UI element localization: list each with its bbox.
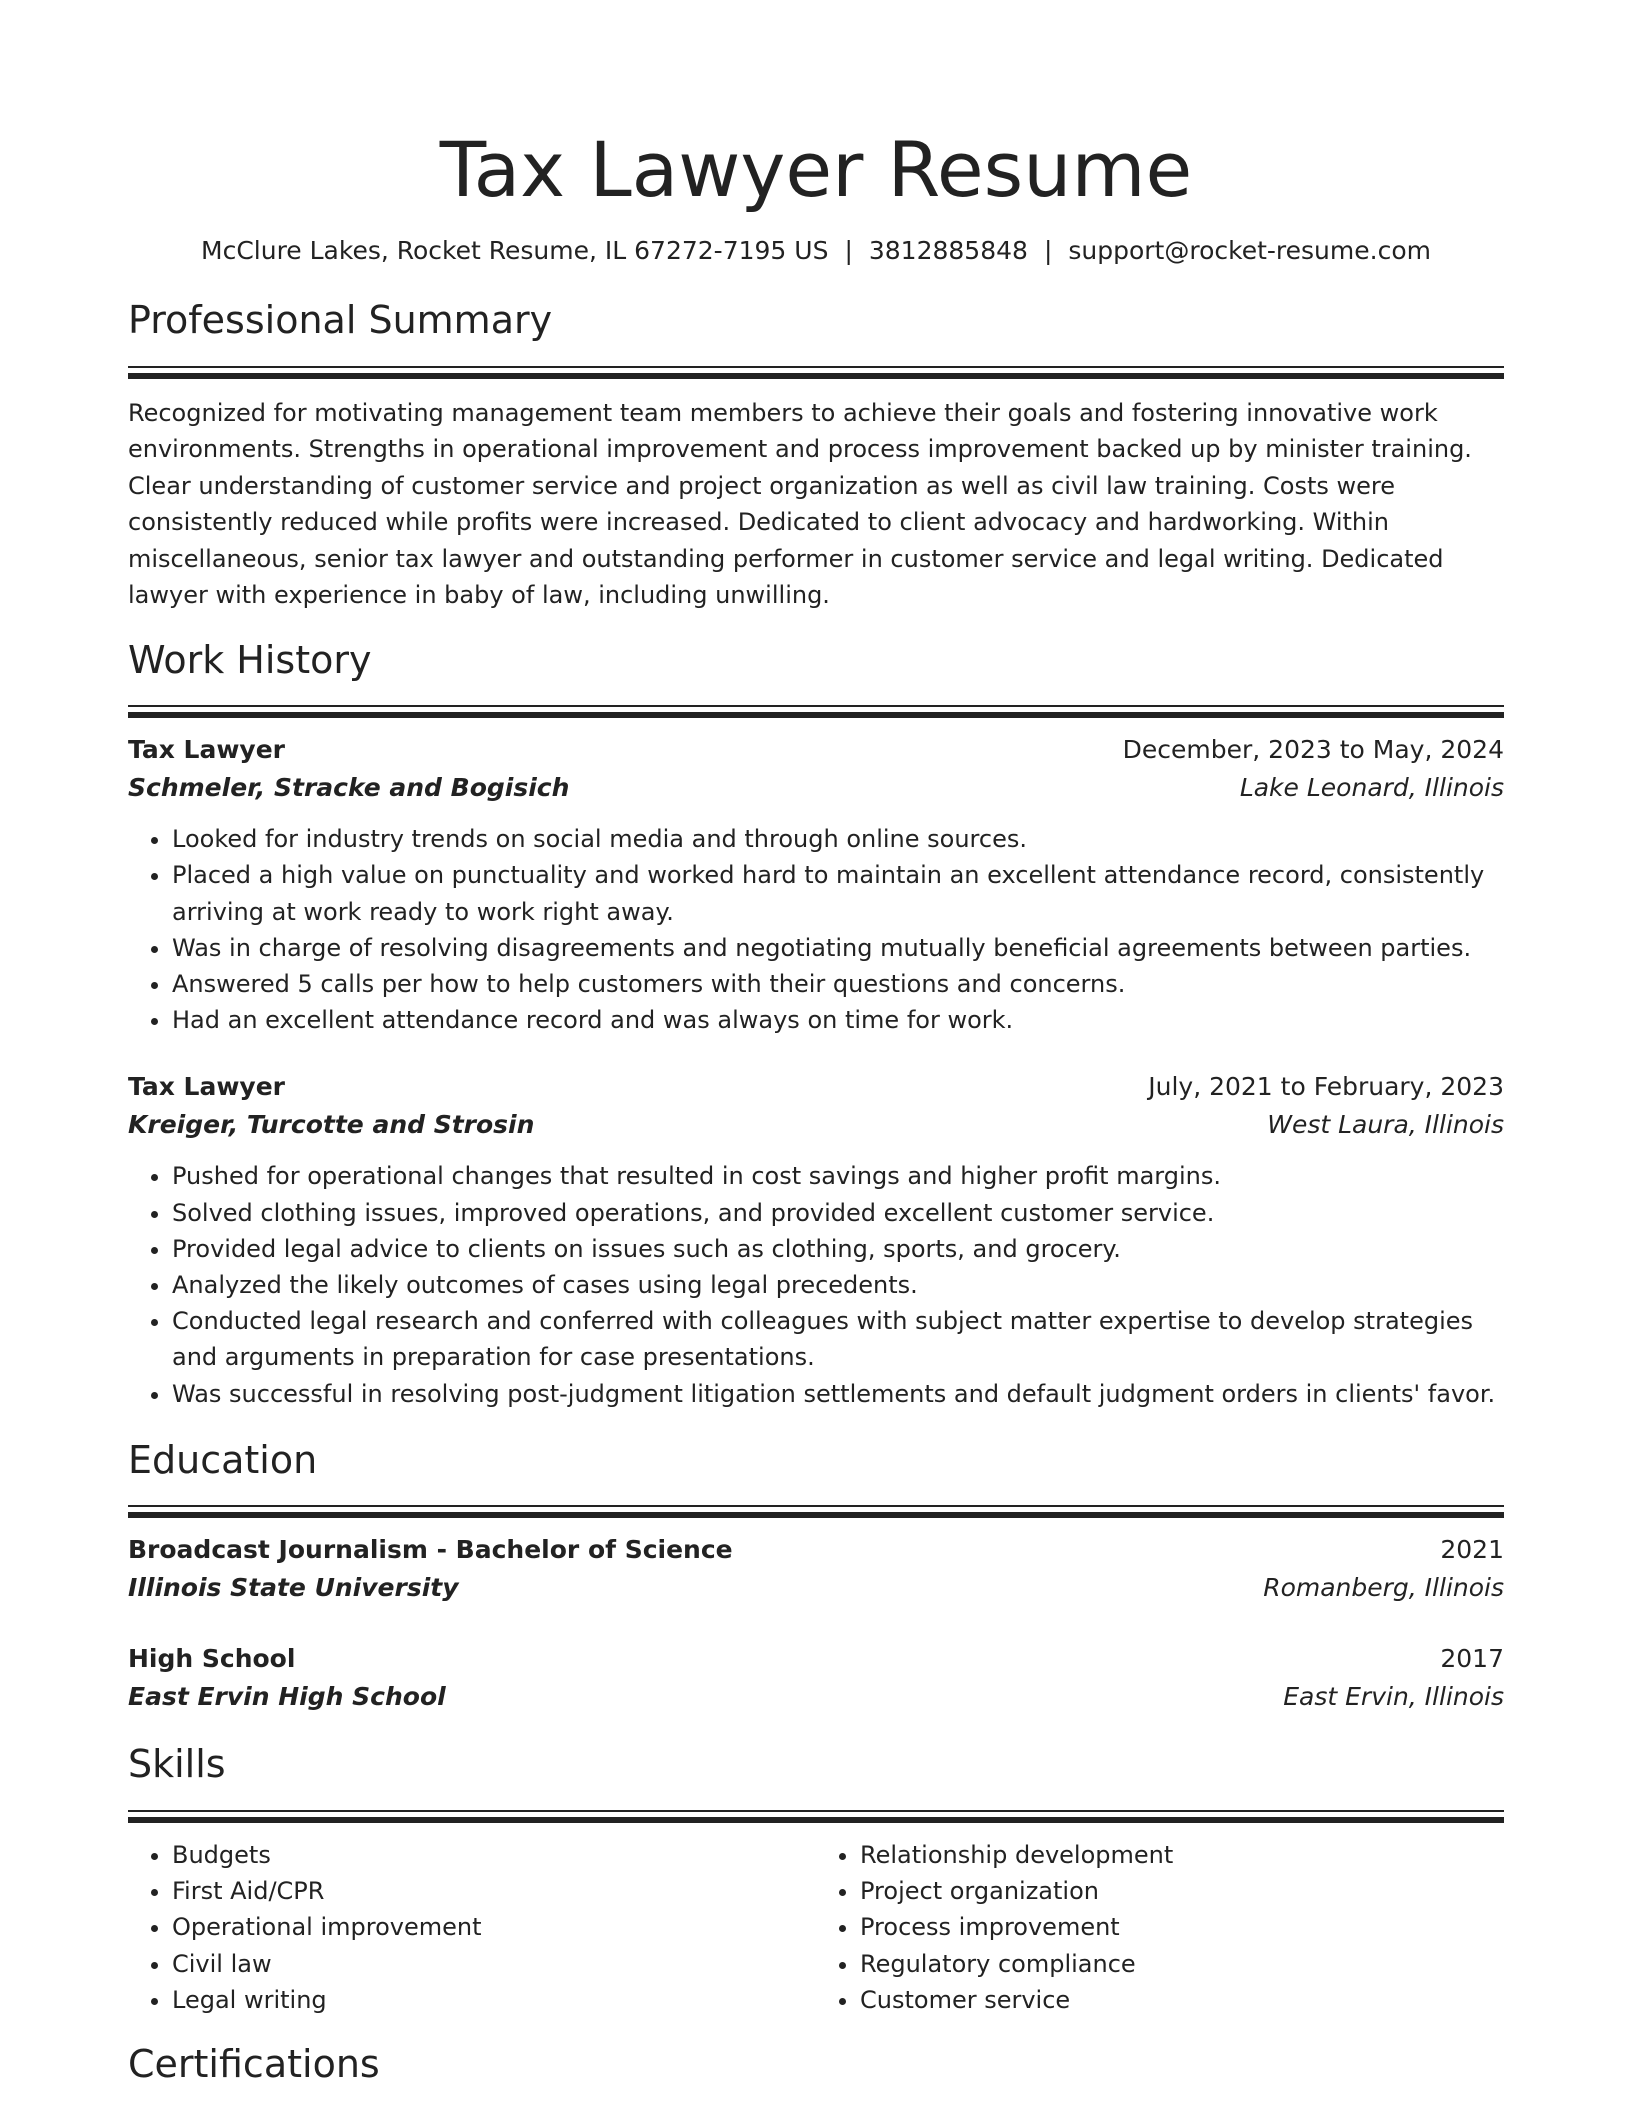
education-subheader [128, 1678, 1504, 1716]
education-header [128, 1640, 1504, 1678]
education-header [128, 1531, 1504, 1569]
skills-section [128, 1742, 1504, 2018]
contact-email: support@rocket-resume.com [1068, 236, 1431, 265]
job-entry [128, 1068, 1504, 1411]
skill-item: • Civil law [172, 1946, 816, 1982]
education-entry [128, 1531, 1504, 1607]
education-location: Romanberg, Illinois [1263, 1573, 1504, 1603]
skill-item: • Regulatory compliance [860, 1946, 1504, 1982]
skill-item: • Operational improvement [172, 1909, 816, 1945]
list-item: • Was in charge of resolving disagreements and negotiating mutually beneficial agreements between parties. [172, 930, 1504, 966]
summary-section [128, 298, 1504, 614]
section-heading-work: Work History [128, 637, 372, 682]
education-year: 2021 [1440, 1535, 1504, 1565]
section-divider [128, 1505, 1504, 1518]
education-degree: High School [128, 1644, 296, 1674]
list-item: • Had an excellent attendance record and was always on time for work. [172, 1002, 1504, 1038]
resume-title: Tax Lawyer Resume [439, 125, 1193, 214]
job-entry [128, 731, 1504, 1038]
job-company: Schmeler, Stracke and Bogisich [128, 773, 570, 803]
skill-item: • Legal writing [172, 1982, 816, 2018]
section-divider [128, 705, 1504, 718]
section-heading-summary: Professional Summary [128, 298, 553, 342]
education-degree: Broadcast Journalism - Bachelor of Science [128, 1535, 733, 1565]
job-subheader [128, 1106, 1504, 1144]
job-location: West Laura, Illinois [1267, 1110, 1504, 1140]
section-heading-education: Education [128, 1437, 318, 1482]
list-item: • Was successful in resolving post-judgment litigation settlements and default judgment orders in clients' favor. [172, 1376, 1504, 1412]
list-item: • Solved clothing issues, improved operations, and provided excellent customer service. [172, 1195, 1504, 1231]
section-divider [128, 366, 1504, 379]
list-item: • Pushed for operational changes that resulted in cost savings and higher profit margins. [172, 1158, 1504, 1194]
skill-item: • Customer service [860, 1982, 1504, 2018]
job-location: Lake Leonard, Illinois [1239, 773, 1504, 803]
list-item: • Placed a high value on punctuality and worked hard to maintain an excellent attendance record, consistently arriving at work ready to work right away. [172, 857, 1504, 929]
education-year: 2017 [1440, 1644, 1504, 1674]
skill-item: • First Aid/CPR [172, 1873, 816, 1909]
resume-page [128, 0, 1504, 2088]
skills-columns [128, 1837, 1504, 2018]
skills-list-left [128, 1837, 816, 2018]
section-heading-skills: Skills [128, 1742, 226, 1787]
education-location: East Ervin, Illinois [1283, 1682, 1504, 1712]
job-header [128, 1068, 1504, 1106]
list-item: • Provided legal advice to clients on issues such as clothing, sports, and grocery. [172, 1231, 1504, 1267]
work-history-section [128, 638, 1504, 1412]
contact-separator: | [844, 236, 853, 265]
skills-list-right [816, 1837, 1504, 2018]
contact-phone: 3812885848 [868, 236, 1028, 265]
job-dates: July, 2021 to February, 2023 [1148, 1072, 1504, 1102]
job-bullets [128, 1158, 1504, 1411]
skill-item: • Relationship development [860, 1837, 1504, 1873]
contact-address: McClure Lakes, Rocket Resume, IL 67272-7195 US [201, 236, 829, 265]
education-subheader [128, 1569, 1504, 1607]
job-role: Tax Lawyer [128, 735, 286, 765]
job-header [128, 731, 1504, 769]
job-role: Tax Lawyer [128, 1072, 286, 1102]
section-heading-certifications: Certifications [128, 2042, 380, 2087]
contact-line [128, 236, 1504, 265]
certifications-section [128, 2042, 1504, 2088]
skill-item: • Project organization [860, 1873, 1504, 1909]
job-dates: December, 2023 to May, 2024 [1122, 735, 1504, 765]
job-subheader [128, 769, 1504, 807]
list-item: • Answered 5 calls per how to help customers with their questions and concerns. [172, 966, 1504, 1002]
education-section [128, 1438, 1504, 1717]
list-item: • Analyzed the likely outcomes of cases using legal precedents. [172, 1267, 1504, 1303]
education-school: Illinois State University [128, 1573, 459, 1603]
list-item: • Looked for industry trends on social media and through online sources. [172, 821, 1504, 857]
skill-item: • Budgets [172, 1837, 816, 1873]
education-school: East Ervin High School [128, 1682, 446, 1712]
job-company: Kreiger, Turcotte and Strosin [128, 1110, 535, 1140]
skill-item: • Process improvement [860, 1909, 1504, 1945]
job-bullets [128, 821, 1504, 1038]
summary-text: Recognized for motivating management team members to achieve their goals and fostering innovative work environments. Strengths in operational improvement and process improvement backed up by minister training. Clear understanding of customer service and project organization as well as civil law training. Costs were consistently reduced while profits were increased. Dedicated to client advocacy and hardworking. Within miscellaneous, senior tax lawyer and outstanding performer in customer service and legal writing. Dedicated lawyer with experience in baby of law, including unwilling. [128, 398, 1472, 610]
section-divider [128, 1810, 1504, 1823]
contact-separator: | [1043, 236, 1053, 265]
education-entry [128, 1640, 1504, 1716]
list-item: • Conducted legal research and conferred with colleagues with subject matter expertise to develop strategies and arguments in preparation for case presentations. [172, 1303, 1504, 1375]
